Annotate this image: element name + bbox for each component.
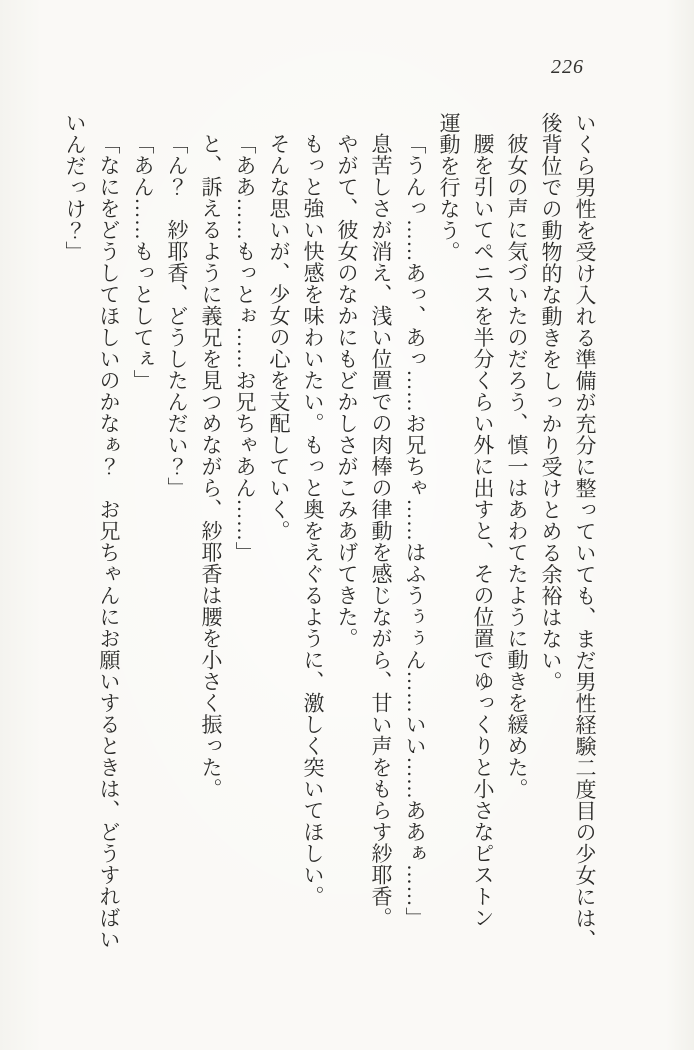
text-column: 運動を行なう。 [437,112,461,263]
vertical-text-block [58,112,602,962]
text-column: 腰を引いてペニスを半分くらい外に出すと、その位置でゆっくりと小さなピストン [471,133,495,929]
text-column: そんな思いが、少女の心を支配していく。 [267,133,291,542]
text-column: 後背位での動物的な動きをしっかり受けとめる余裕はない。 [539,112,563,693]
text-column: 「ああ……もっとぉ……お兄ちゃあん……」 [233,133,257,563]
text-column: いんだっけ？」 [63,112,87,263]
text-column: もっと強い快感を味わいたい。もっと奥をえぐるように、激しく突いてほしい。 [301,133,325,907]
text-column: 「ん？ 紗耶香、どうしたんだい？」 [165,133,189,499]
text-column: 「なにをどうしてほしいのかなぁ？ お兄ちゃんにお願いするときは、どうすればい [97,133,121,950]
text-column: 「あん……もっとしてぇ」 [131,133,155,391]
text-column: 「うんっ……あっ、あっ……お兄ちゃ……はふうぅぅん……いい……ああぁ……」 [403,133,427,929]
text-column: と、訴えるように義兄を見つめながら、紗耶香は腰を小さく振った。 [199,133,223,800]
page-number: 226 [551,56,584,78]
text-column: いくら男性を受け入れる準備が充分に整っていても、まだ男性経験二度目の少女には、 [573,112,597,951]
text-column: 息苦しさが消え、浅い位置での肉棒の律動を感じながら、甘い声をもらす紗耶香。 [369,133,393,929]
text-column: 彼女の声に気づいたのだろう、慎一はあわてたように動きを緩めた。 [505,133,529,800]
text-column: やがて、彼女のなかにもどかしさがこみあげてきた。 [335,133,359,649]
